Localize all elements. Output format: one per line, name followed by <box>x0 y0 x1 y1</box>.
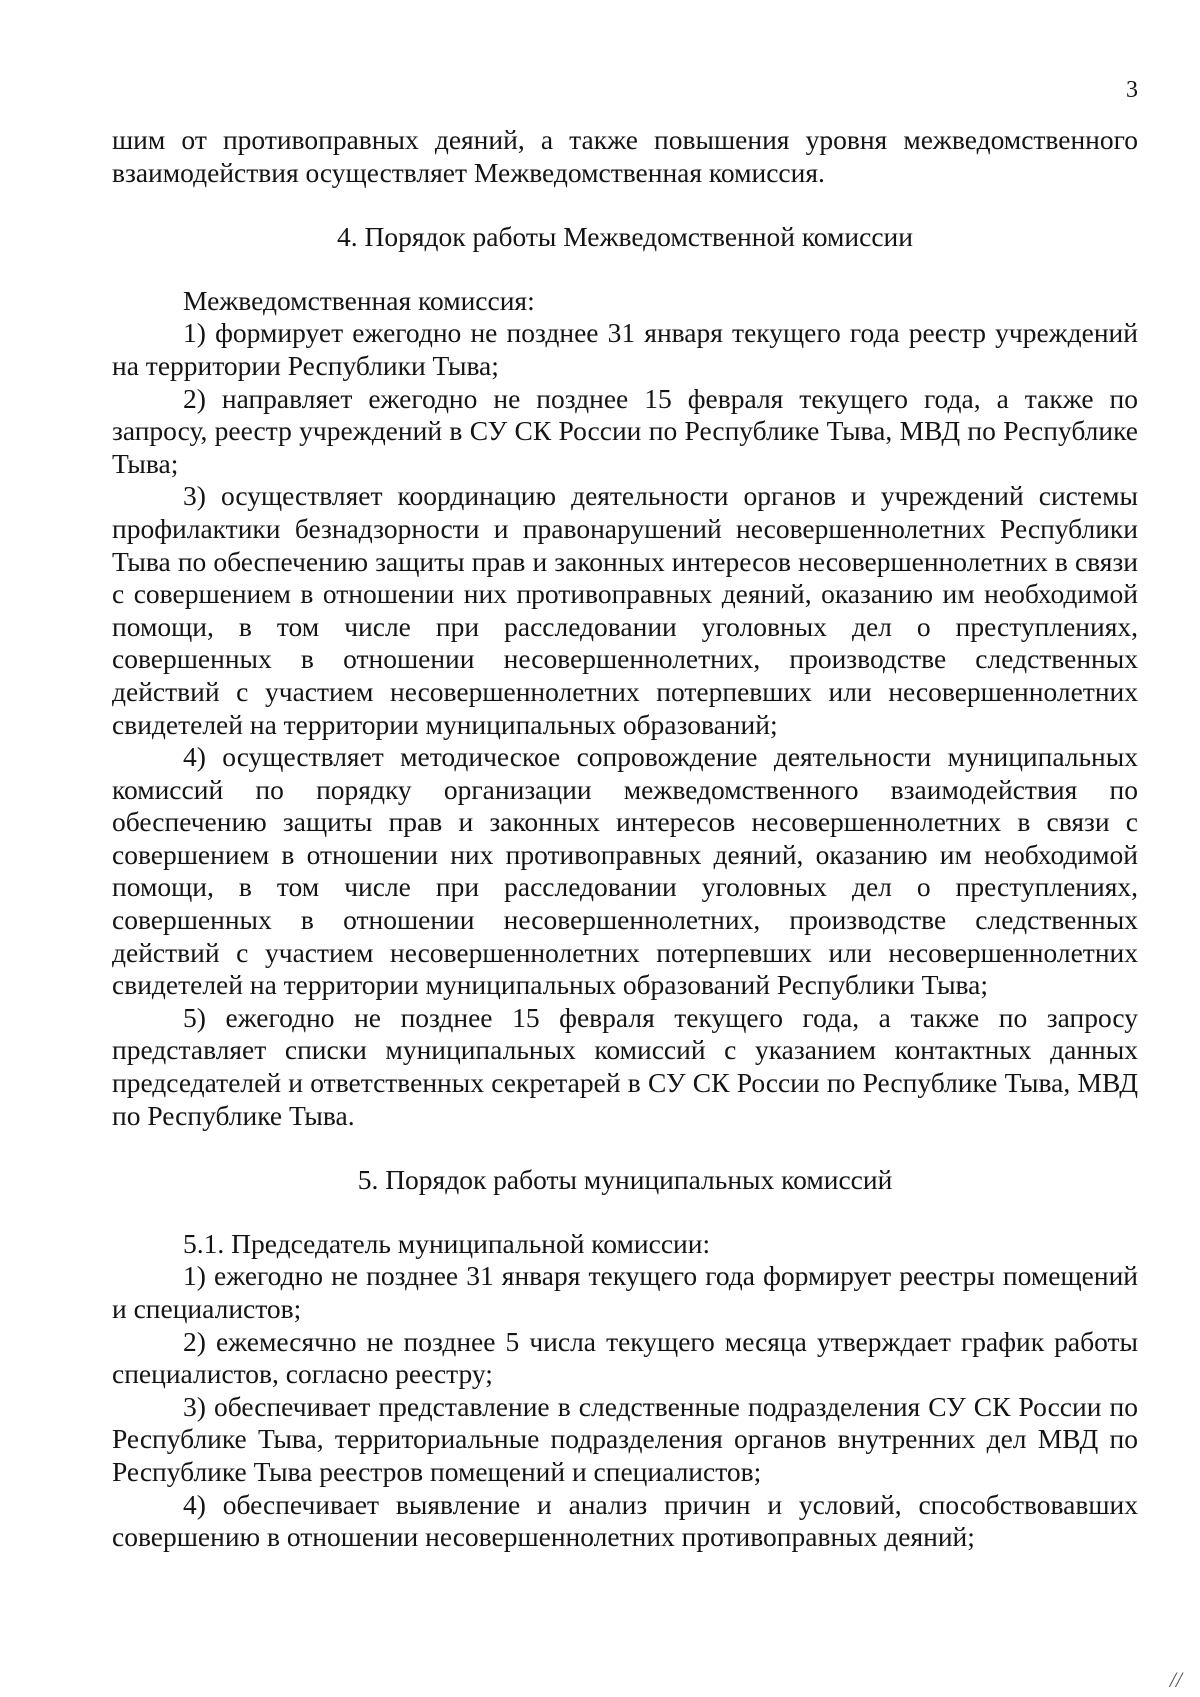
section-5-heading: 5. Порядок работы муниципальных комиссий <box>357 1164 893 1196</box>
document-body <box>112 124 1138 1554</box>
section-4-item: 5) ежегодно не позднее 15 февраля текущего года, а также по запросу представляет списки муниципальных комиссий с указанием контактных данных председателей и ответственных секретарей в СУ СК России по Республике Тыва, МВД по Республике Тыва. <box>112 1001 1138 1131</box>
section-4-heading: 4. Порядок работы Межведомственной комиссии <box>337 221 913 253</box>
section-4-item: 4) осуществляет методическое сопровождение деятельности муниципальных комиссий по порядку организации межведомственного взаимодействия по обеспечению защиты прав и законных интересов несовершеннолетних в связи с совершением в отношении них противоправных деяний, оказанию им необходимой помощи, в том числе при расследовании уголовных дел о преступлениях, совершенных в отношении несовершеннолетних, производстве следственных действий с участием несовершеннолетних потерпевших или несовершеннолетних свидетелей на территории муниципальных образований Республики Тыва; <box>112 741 1138 1001</box>
section-5-item: 2) ежемесячно не позднее 5 числа текущего месяца утверждает график работы специалистов, согласно реестру; <box>112 1325 1138 1390</box>
section-4-item: 3) осуществляет координацию деятельности органов и учреждений системы профилактики безнадзорности и правонарушений несовершеннолетних Республики Тыва по обеспечению защиты прав и законных интересов несовершеннолетних в связи с совершением в отношении них противоправных деяний, оказанию им необходимой помощи, в том числе при расследовании уголовных дел о преступлениях, совершенных в отношении несовершеннолетних, производстве следственных действий с участием несовершеннолетних потерпевших или несовершеннолетних свидетелей на территории муниципальных образований; <box>112 480 1138 740</box>
section-5-lead: 5.1. Председатель муниципальной комиссии: <box>183 1227 711 1259</box>
page-number: 3 <box>1126 77 1138 103</box>
section-5-item: 1) ежегодно не позднее 31 января текущего года формирует реестры помещений и специалистов; <box>112 1260 1138 1324</box>
corner-handwritten-mark: // <box>1169 1667 1182 1692</box>
section-4-lead: Межведомственная комиссия: <box>183 284 535 316</box>
section-5-item: 4) обеспечивает выявление и анализ причин и условий, способствовавших совершению в отношении несовершеннолетних противоправных деяний; <box>112 1488 1138 1553</box>
section-4-item: 2) направляет ежегодно не позднее 15 февраля текущего года, а также по запросу, реестр учреждений в СУ СК России по Республике Тыва, МВД по Республике Тыва; <box>112 382 1138 479</box>
intro-paragraph: шим от противоправных деяний, а также повышения уровня межведомственного взаимодействия осуществляет Межведомственная комиссия. <box>112 124 1138 188</box>
section-5-item: 3) обеспечивает представление в следственные подразделения СУ СК России по Республике Тыва, территориальные подразделения органов внутренних дел МВД по Республике Тыва реестров помещений и специалистов; <box>112 1390 1138 1487</box>
section-4-item: 1) формирует ежегодно не позднее 31 января текущего года реестр учреждений на территории Республики Тыва; <box>112 317 1138 381</box>
